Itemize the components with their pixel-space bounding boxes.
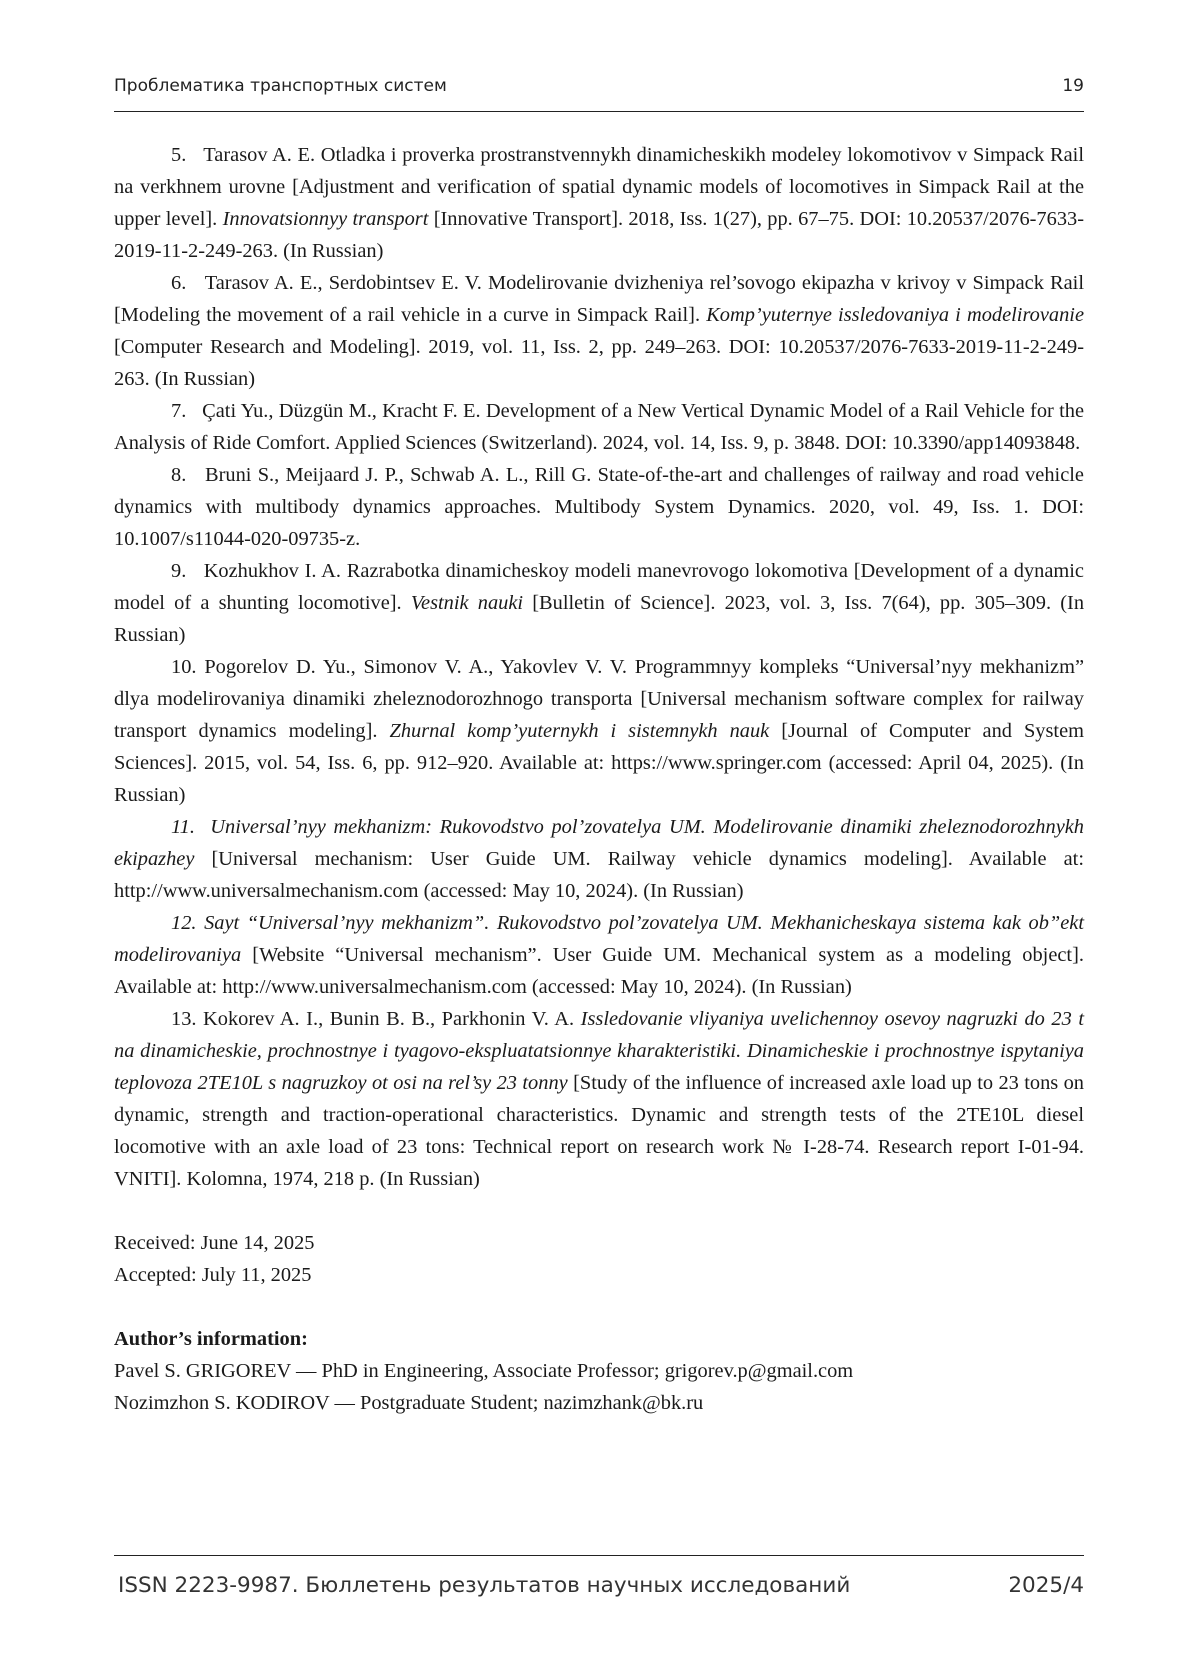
ref-journal: Zhurnal komp’yuternykh i sistemnykh nauk — [389, 720, 770, 742]
ref-journal: Innovatsionnyy transport — [222, 208, 429, 230]
reference-item — [114, 907, 1084, 1003]
reference-item — [114, 459, 1084, 555]
ref-text: Bruni S., Meijaard J. P., Schwab A. L., Rill G. State-of-the-art and challenges of railway and road vehicle dynamics with multibody dynamics approaches. Multibody System Dynamics. 2020, vol. 49, Iss. 1. DOI: 10.1007/s11044-020-09735-z. — [114, 464, 1084, 550]
ref-details: [Innovative Transport]. 2018, Iss. 1(27), pp. 67–75. DOI: 10.20537/2076-7633-2019-11-2-249-263. (In Russian) — [114, 208, 1084, 262]
received-date: Received: June 14, 2025 — [114, 1232, 315, 1254]
issn-journal-title: ISSN 2223-9987. Бюллетень результатов научных исследований — [118, 1573, 851, 1598]
reference-item — [114, 555, 1084, 651]
footer-divider — [114, 1555, 1084, 1556]
ref-text: Çati Yu., Düzgün M., Kracht F. E. Development of a New Vertical Dynamic Model of a Rail Vehicle for the Analysis of Ride Comfort. Applied Sciences (Switzerland). 2024, vol. 14, Iss. 9, p. 3848. DOI: 10.3390/app14093848. — [114, 400, 1084, 454]
ref-journal: Universal’nyy mekhanizm: Rukovodstvo pol’zovatelya UM. Modelirovanie dinamiki zheleznodorozhnykh ekipazhey — [114, 816, 1084, 870]
reference-item — [114, 139, 1084, 267]
ref-details: [Bulletin of Science]. 2023, vol. 3, Iss. 7(64), pp. 305–309. (In Russian) — [114, 592, 1085, 646]
ref-number: 11. — [171, 816, 195, 838]
reference-item — [114, 267, 1084, 395]
ref-text: Kozhukhov I. A. Razrabotka dinamicheskoy modeli manevrovogo lokomotiva [Development of a dynamic model of a shunting locomotive]. — [114, 560, 1084, 614]
ref-text: Kokorev A. I., Bunin B. B., Parkhonin V. A. — [203, 1008, 581, 1030]
ref-details: [Journal of Computer and System Sciences]. 2015, vol. 54, Iss. 6, pp. 912–920. Available at: https://www.springer.com (accessed: April 04, 2025). (In Russian) — [114, 720, 1084, 806]
ref-number: 8. — [171, 464, 187, 486]
ref-number: 6. — [171, 272, 187, 294]
article-dates — [114, 1227, 1084, 1291]
ref-details: [Study of the influence of increased axle load up to 23 tons on dynamic, strength and traction-operational characteristics. Dynamic and strength tests of the 2TE10L diesel locomotive with an axle load of 23 tons: Technical report on research work № I-28-74. Research report I-01-94. VNITI]. Kolomna, 1974, 218 p. (In Russian) — [114, 1072, 1084, 1190]
ref-number: 5. — [171, 144, 187, 166]
ref-journal: Issledovanie vliyaniya uvelichennoy osevoy nagruzki do 23 t na dinamicheskie, prochnostnye i tyagovo-ekspluatatsionnye kharakteristiki. Dinamicheskie i prochnostnye ispytaniya teplovoza 2TE10L s nagruzkoy ot osi na rel’sy 23 tonny — [114, 1008, 1084, 1094]
running-footer — [118, 1573, 1084, 1598]
ref-text: Tarasov A. E. Otladka i proverka prostranstvennykh dinamicheskikh modeley lokomotivov v Simpack Rail na verkhnem urovne [Adjustment and verification of spatial dynamic models of locomotives in Simpack Rail at the upper level]. — [114, 144, 1084, 230]
reference-list — [114, 139, 1084, 1419]
ref-text: Pogorelov D. Yu., Simonov V. A., Yakovlev V. V. Programmnyy kompleks “Universal’nyy mekhanizm” dlya modelirovaniya dinamiki zheleznodorozhnogo transporta [Universal mechanism software complex for railway transport dynamics modeling]. — [114, 656, 1084, 742]
ref-number: 9. — [171, 560, 187, 582]
ref-journal: Komp’yuternye issledovaniya i modelirovanie — [706, 304, 1084, 326]
author-info-heading: Author’s information: — [114, 1328, 308, 1350]
reference-item — [114, 651, 1084, 811]
journal-section: Проблематика транспортных систем — [114, 76, 447, 96]
ref-details: [Website “Universal mechanism”. User Guide UM. Mechanical system as a modeling object]. Available at: http://www.universalmechanism.com (accessed: May 10, 2024). (In Russian) — [114, 944, 1084, 998]
ref-details: [Computer Research and Modeling]. 2019, vol. 11, Iss. 2, pp. 249–263. DOI: 10.20537/2076-7633-2019-11-2-249-263. (In Russian) — [114, 336, 1084, 390]
ref-number: 10. — [171, 656, 197, 678]
reference-item — [114, 811, 1084, 907]
issue-number: 2025/4 — [1008, 1573, 1084, 1598]
ref-journal: Vestnik nauki — [410, 592, 524, 614]
ref-journal: Sayt “Universal’nyy mekhanizm”. Rukovodstvo pol’zovatelya UM. Mekhanicheskaya sistema kak ob”ekt modelirovaniya — [114, 912, 1084, 966]
author-entry: Nozimzhon S. KODIROV — Postgraduate Student; nazimzhank@bk.ru — [114, 1392, 704, 1414]
ref-number: 13. — [171, 1008, 197, 1030]
reference-item — [114, 1003, 1084, 1195]
running-header — [114, 76, 1084, 96]
ref-number: 12. — [171, 912, 197, 934]
page-number: 19 — [1062, 76, 1084, 96]
ref-number: 7. — [171, 400, 187, 422]
ref-text: Tarasov A. E., Serdobintsev E. V. Modelirovanie dvizheniya rel’sovogo ekipazha v krivoy v Simpack Rail [Modeling the movement of a rail vehicle in a curve in Simpack Rail]. — [114, 272, 1084, 326]
author-entry: Pavel S. GRIGOREV — PhD in Engineering, Associate Professor; grigorev.p@gmail.com — [114, 1360, 854, 1382]
author-information — [114, 1323, 1084, 1419]
header-divider — [114, 111, 1084, 112]
ref-details: [Universal mechanism: User Guide UM. Railway vehicle dynamics modeling]. Available at: http://www.universalmechanism.com (accessed: May 10, 2024). (In Russian) — [114, 848, 1084, 902]
accepted-date: Accepted: July 11, 2025 — [114, 1264, 312, 1286]
reference-item — [114, 395, 1084, 459]
